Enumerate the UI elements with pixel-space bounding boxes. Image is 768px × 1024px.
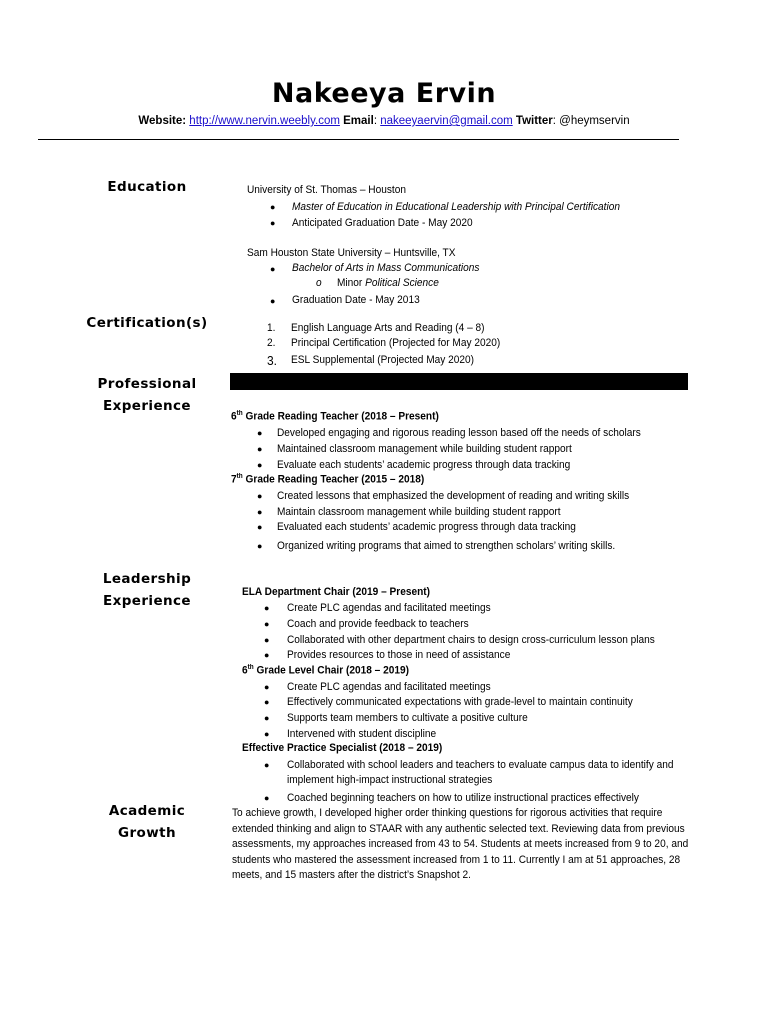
bullet-icon: ● <box>264 713 270 723</box>
email-label: Email <box>343 115 374 127</box>
bullet-icon: ● <box>264 650 270 660</box>
cert-1-text: English Language Arts and Reading (4 – 8) <box>291 322 485 334</box>
job-1-duty-2: Maintained classroom management while building student rapport <box>277 443 572 455</box>
school-2-degree: Bachelor of Arts in Mass Communications <box>292 262 480 274</box>
school-2-minor <box>337 277 439 289</box>
cert-2-text: Principal Certification (Projected for May 2020) <box>291 337 501 349</box>
section-professional-line2: Experience <box>103 398 191 414</box>
bullet-icon: ● <box>257 522 263 532</box>
section-academic-line2: Growth <box>118 825 176 841</box>
bullet-icon: ● <box>264 682 270 692</box>
bullet-icon: ● <box>264 760 270 770</box>
section-leadership-line1: Leadership <box>102 571 192 587</box>
website-link[interactable]: http://www.nervin.weebly.com <box>189 115 340 127</box>
role-3-title: Effective Practice Specialist (2018 – 2019) <box>242 742 443 754</box>
job-2-duty-1: Created lessons that emphasized the development of reading and writing skills <box>277 490 630 502</box>
school-1-degree: Master of Education in Educational Leadership with Principal Certification <box>292 201 620 213</box>
contact-line <box>0 115 768 127</box>
section-certifications: Certification(s) <box>86 315 208 331</box>
bullet-icon: ● <box>270 218 276 228</box>
header-divider <box>38 139 679 140</box>
section-education: Education <box>107 179 187 195</box>
role-2-duty-4: Intervened with student discipline <box>287 728 437 740</box>
job-1-title: 6th Grade Reading Teacher (2018 – Present) <box>231 410 439 423</box>
section-professional-line1: Professional <box>97 376 197 392</box>
bullet-icon: ● <box>257 541 263 551</box>
bullet-icon: ● <box>264 619 270 629</box>
role-3-duty-2: Coached beginning teachers on how to utilize instructional practices effectively <box>287 792 639 804</box>
minor-label: Minor <box>337 277 363 289</box>
role-1-duty-3: Collaborated with other department chairs to design cross-curriculum lesson plans <box>287 634 655 646</box>
bullet-icon: ● <box>257 507 263 517</box>
bullet-icon: ● <box>264 697 270 707</box>
cert-1-number: 1. <box>267 322 276 334</box>
bullet-icon: ● <box>257 428 263 438</box>
job-2-title: 7th Grade Reading Teacher (2015 – 2018) <box>231 473 425 486</box>
job-1-duty-1: Developed engaging and rigorous reading lesson based off the needs of scholars <box>277 427 641 439</box>
school-2-minor-marker: o <box>316 277 322 289</box>
role-2-duty-2: Effectively communicated expectations with grade-level to maintain continuity <box>287 696 633 708</box>
twitter-handle: : @heymservin <box>552 115 630 127</box>
role-2-title: 6th Grade Level Chair (2018 – 2019) <box>242 664 409 677</box>
bullet-icon: ● <box>264 635 270 645</box>
role-1-duty-1: Create PLC agendas and facilitated meetings <box>287 602 491 614</box>
role-3-duty-1b: implement high-impact instructional strategies <box>287 774 493 786</box>
bullet-icon: ● <box>257 460 263 470</box>
job-2-duty-4: Organized writing programs that aimed to strengthen scholars’ writing skills. <box>277 540 616 552</box>
bullet-icon: ● <box>270 264 276 274</box>
bullet-icon: ● <box>264 729 270 739</box>
twitter-label: Twitter <box>515 115 553 127</box>
role-2-duty-3: Supports team members to cultivate a positive culture <box>287 712 528 724</box>
bullet-icon: ● <box>257 491 263 501</box>
candidate-name: Nakeeya Ervin <box>271 78 497 109</box>
school-2-name: Sam Houston State University – Huntsville, TX <box>247 247 456 259</box>
minor-subject: Political Science <box>365 277 439 289</box>
website-label: Website: <box>138 115 187 127</box>
email-link[interactable]: nakeeyaervin@gmail.com <box>380 115 513 127</box>
role-2-duty-1: Create PLC agendas and facilitated meetings <box>287 681 491 693</box>
job-2-duty-2: Maintain classroom management while building student rapport <box>277 506 561 518</box>
cert-2-number: 2. <box>267 337 276 349</box>
bullet-icon: ● <box>270 202 276 212</box>
cert-3-number: 3. <box>267 353 277 368</box>
school-1-name: University of St. Thomas – Houston <box>247 184 407 196</box>
school-2-graduation: Graduation Date - May 2013 <box>292 294 420 306</box>
job-1-duty-3: Evaluate each students’ academic progress through data tracking <box>277 459 571 471</box>
black-redaction-bar <box>230 373 688 390</box>
bullet-icon: ● <box>264 603 270 613</box>
job-2-duty-3: Evaluated each students’ academic progress through data tracking <box>277 521 576 533</box>
bullet-icon: ● <box>257 444 263 454</box>
email-separator: : <box>373 115 378 127</box>
section-leadership-line2: Experience <box>103 593 191 609</box>
school-1-graduation: Anticipated Graduation Date - May 2020 <box>292 217 473 229</box>
role-3-duty-1a: Collaborated with school leaders and teachers to evaluate campus data to identify and <box>287 759 674 771</box>
role-1-duty-2: Coach and provide feedback to teachers <box>287 618 469 630</box>
section-academic-line1: Academic <box>108 803 186 819</box>
cert-3-text: ESL Supplemental (Projected May 2020) <box>291 354 475 366</box>
academic-growth-paragraph: To achieve growth, I developed higher order thinking questions for rigorous activities that require extended thinking and align to STAAR with any authentic selected text. Reviewing data from previous assessments, my approaches increased from 43 to 54. Students at meets increased from 9 to 20, and students who mastered the assessment increased from 1 to 11. Currently I am at 51 approaches, 28 meets, and 15 masters after the district’s Snapshot 2. <box>232 807 689 882</box>
role-1-duty-4: Provides resources to those in need of assistance <box>287 649 511 661</box>
bullet-icon: ● <box>264 793 270 803</box>
role-1-title: ELA Department Chair (2019 – Present) <box>242 586 431 598</box>
bullet-icon: ● <box>270 296 276 306</box>
